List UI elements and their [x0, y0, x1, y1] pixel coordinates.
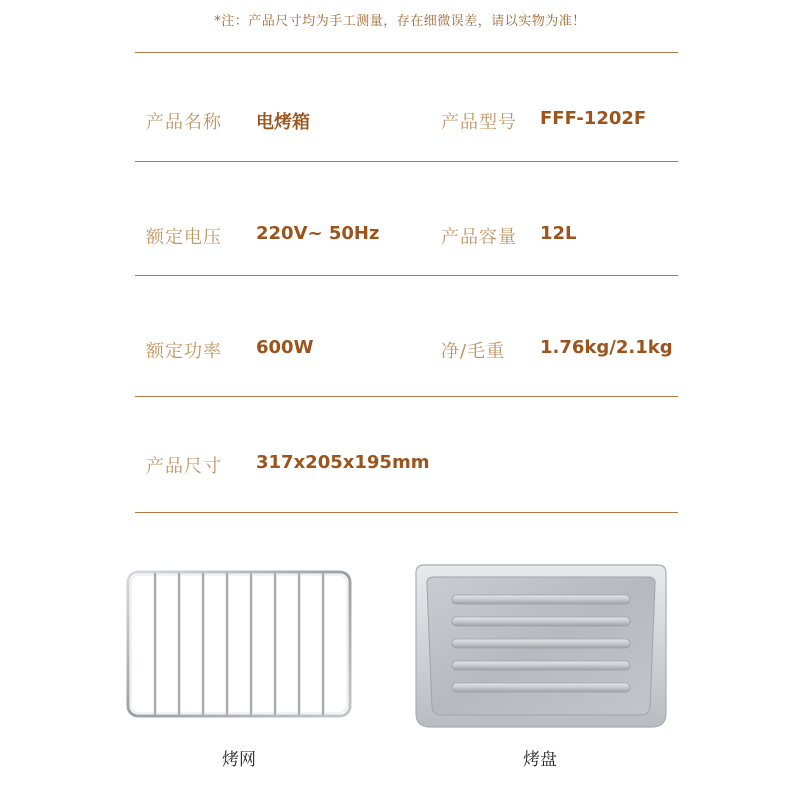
divider	[135, 275, 678, 276]
accessory-caption: 烤盘	[523, 750, 557, 770]
spec-label: 额定电压	[146, 227, 222, 248]
spec-row	[0, 223, 800, 253]
baking-tray-icon	[414, 563, 668, 729]
spec-label: 产品尺寸	[146, 456, 222, 477]
spec-value: 电烤箱	[256, 112, 310, 133]
wire-rack-icon	[124, 568, 354, 720]
spec-label: 产品容量	[441, 227, 517, 248]
spec-row	[0, 337, 800, 367]
spec-value: FFF-1202F	[540, 108, 647, 129]
spec-label: 产品名称	[146, 112, 222, 133]
measurement-note: *注：产品尺寸均为手工测量，存在细微误差，请以实物为准！	[214, 14, 586, 29]
divider	[135, 512, 678, 513]
accessory-caption: 烤网	[222, 750, 256, 770]
spec-value: 12L	[540, 223, 577, 244]
spec-value: 600W	[256, 337, 314, 358]
spec-value: 317x205x195mm	[256, 452, 430, 473]
divider	[135, 161, 678, 162]
spec-row	[0, 452, 800, 482]
spec-label: 产品型号	[441, 112, 517, 133]
spec-label: 净/毛重	[441, 341, 506, 362]
spec-row	[0, 108, 800, 138]
divider	[135, 52, 678, 53]
spec-label: 额定功率	[146, 341, 222, 362]
divider	[135, 396, 678, 397]
spec-value: 220V~ 50Hz	[256, 223, 380, 244]
spec-value: 1.76kg/2.1kg	[540, 337, 673, 358]
